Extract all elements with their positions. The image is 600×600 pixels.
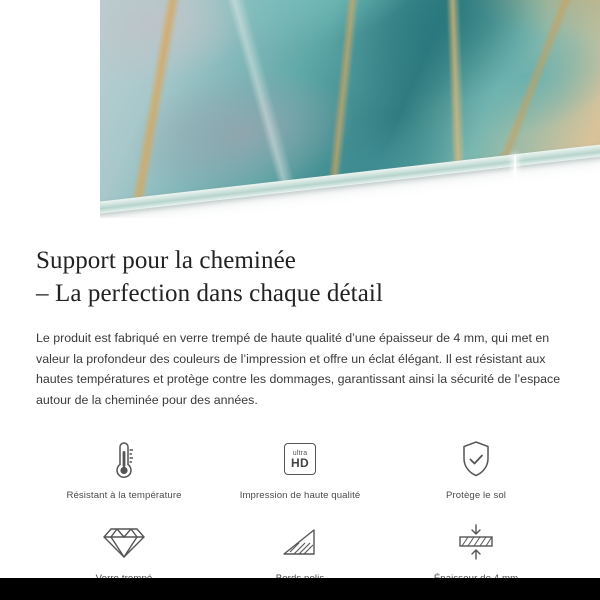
page-title-line-1: Support pour la cheminée: [36, 247, 296, 274]
polished-edges-icon: [280, 519, 320, 565]
badge-bottom-text: HD: [291, 455, 309, 470]
ultra-hd-badge-icon: [284, 436, 316, 482]
feature-item-floor-protection: [388, 436, 564, 501]
feature-item-thickness: [388, 519, 564, 584]
hero-image: [0, 0, 600, 218]
page-title-line-2: – La perfection dans chaque détail: [36, 280, 383, 307]
footer-bar: [0, 578, 600, 600]
feature-grid: [36, 436, 564, 584]
feature-item-polished-edges: [212, 519, 388, 584]
thermometer-icon: [107, 436, 141, 482]
feature-item-temperature: [36, 436, 212, 501]
feature-label: Protège le sol: [445, 490, 507, 501]
shield-check-icon: [458, 436, 494, 482]
glass-panel-artwork: [96, 0, 600, 210]
description-paragraph: Le produit est fabriqué en verre trempé de haute qualité d’une épaisseur de 4 mm, qui met en valeur la profondeur des couleurs de l’impression et offre un éclat élégant. Il est résistant aux hautes températures et protège contre les dommages, garantissant ainsi la sécurité de l’espace autour de la cheminée pour des années.: [36, 331, 561, 407]
hero-left-mask: [0, 0, 100, 218]
marble-ink-pattern: [96, 0, 600, 210]
feature-label: Résistant à la température: [66, 490, 182, 501]
feature-item-print-quality: [212, 436, 388, 501]
feature-item-tempered-glass: [36, 519, 212, 584]
diamond-icon: [102, 519, 146, 565]
feature-label: Impression de haute qualité: [239, 490, 361, 501]
page-title: [36, 244, 564, 310]
thickness-arrows-icon: [454, 519, 498, 565]
content-area: [0, 218, 600, 584]
badge-top-text: ultra: [292, 449, 308, 457]
